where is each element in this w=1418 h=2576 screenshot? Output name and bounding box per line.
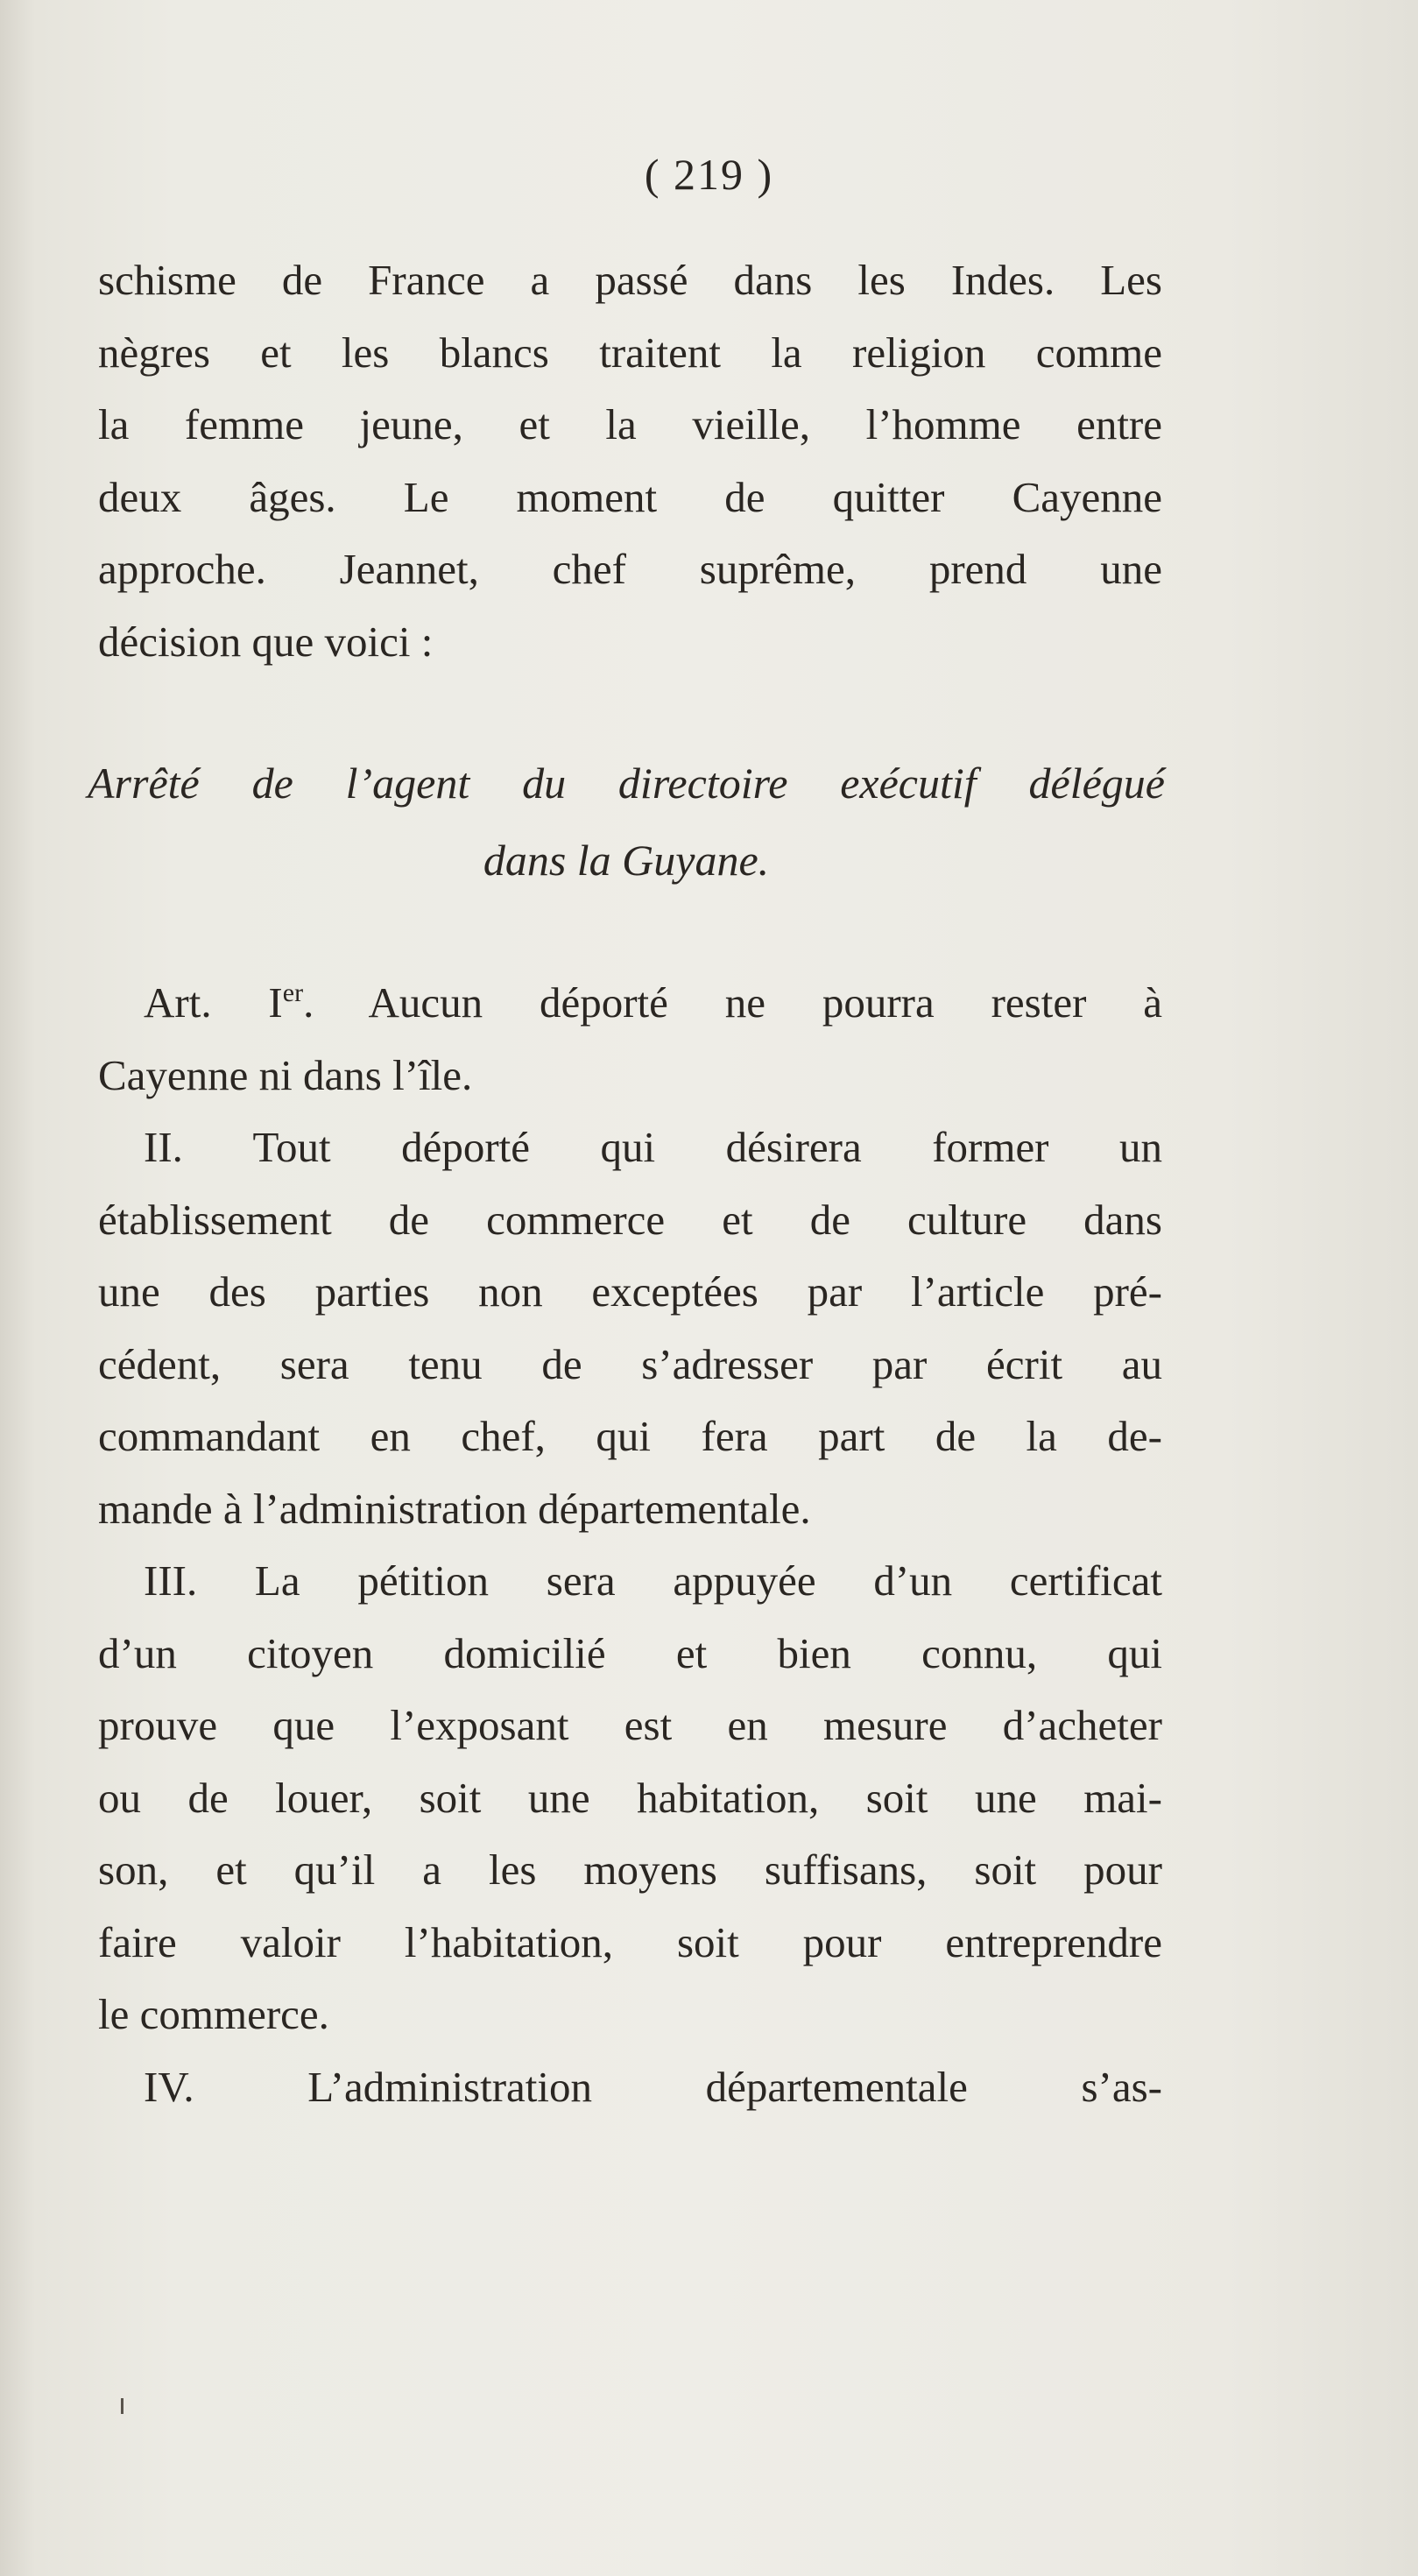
article-2 bbox=[98, 1112, 1162, 1545]
text-line bbox=[98, 967, 1162, 1040]
text-line: mande à l’administration départementale. bbox=[98, 1484, 811, 1533]
heading-line: dans la Guyane. bbox=[483, 836, 770, 885]
text-line: II. Tout déporté qui désirera former un bbox=[144, 1123, 1162, 1171]
article-superscript: er bbox=[282, 978, 304, 1007]
text-line: IV. L’administration départementale s’as- bbox=[144, 2063, 1162, 2111]
article-3 bbox=[98, 1545, 1162, 2051]
text-line: Cayenne ni dans l’île. bbox=[98, 1050, 473, 1099]
text-line: approche. Jeannet, chef suprême, prend une bbox=[98, 545, 1162, 593]
text-line: une des parties non exceptées par l’article pré- bbox=[98, 1267, 1162, 1316]
article-number: Art. I bbox=[144, 978, 283, 1027]
text-line: décision que voici : bbox=[98, 617, 434, 666]
text-line: ou de louer, soit une habitation, soit une mai- bbox=[98, 1773, 1162, 1822]
heading-line: Arrêté de l’agent du directoire exécutif délégué bbox=[88, 759, 1165, 808]
text-line: commandant en chef, qui fera part de la de- bbox=[98, 1412, 1162, 1460]
article-4 bbox=[98, 2051, 1162, 2124]
text-line: nègres et les blancs traitent la religion comme bbox=[98, 328, 1162, 377]
text-line: établissement de commerce et de culture dans bbox=[98, 1195, 1162, 1244]
text-line: faire valoir l’habitation, soit pour entreprendre bbox=[98, 1917, 1162, 1966]
article-text: . Aucun déporté ne pourra rester à bbox=[303, 978, 1162, 1027]
printer-mark bbox=[121, 2398, 123, 2414]
page-number: ( 219 ) bbox=[644, 150, 774, 199]
article-1 bbox=[98, 967, 1162, 1112]
text-line: d’un citoyen domicilié et bien connu, qui bbox=[98, 1628, 1162, 1677]
decree-heading bbox=[88, 745, 1165, 899]
text-line: la femme jeune, et la vieille, l’homme entre bbox=[98, 400, 1162, 448]
text-line: III. La pétition sera appuyée d’un certificat bbox=[144, 1556, 1162, 1605]
text-line: cédent, sera tenu de s’adresser par écrit au bbox=[98, 1339, 1162, 1388]
text-line: deux âges. Le moment de quitter Cayenne bbox=[98, 472, 1162, 521]
text-line: schisme de France a passé dans les Indes. Les bbox=[98, 256, 1162, 304]
intro-paragraph bbox=[98, 244, 1162, 678]
text-line: le commerce. bbox=[98, 1990, 329, 2038]
text-line: son, et qu’il a les moyens suffisans, soit pour bbox=[98, 1846, 1162, 1894]
text-line: prouve que l’exposant est en mesure d’acheter bbox=[98, 1701, 1162, 1749]
